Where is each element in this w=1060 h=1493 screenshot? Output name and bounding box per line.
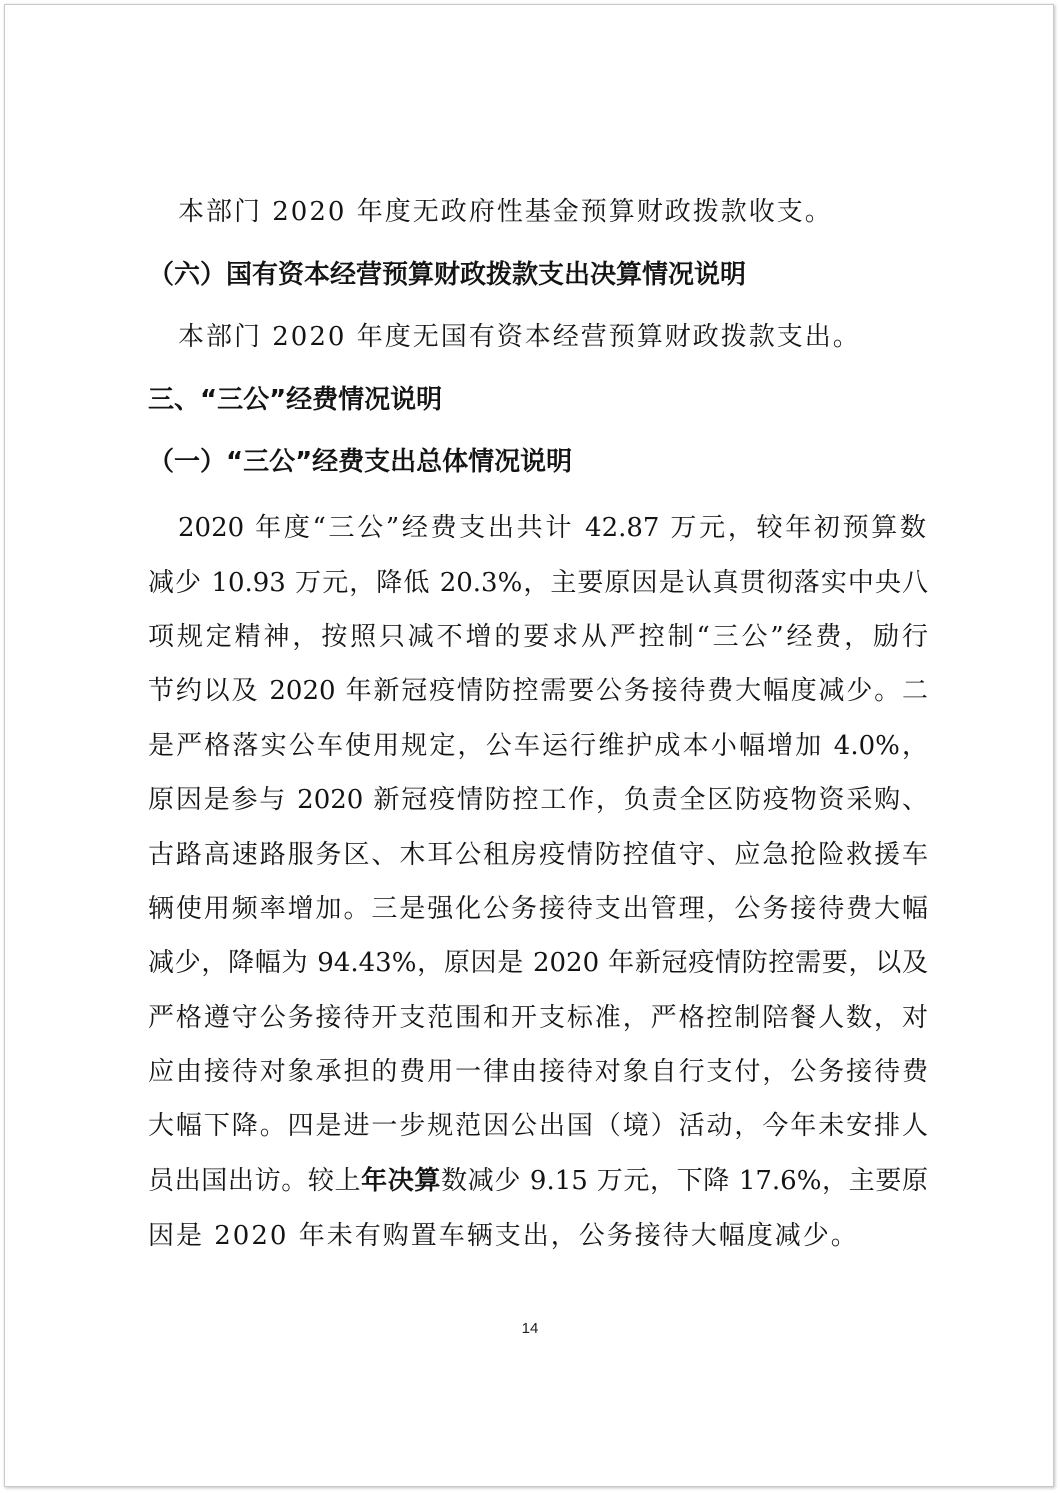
text-run: 数减少 9.15 万元，下降 17.6%，主要原 [441, 1166, 928, 1196]
paragraph-line: 因是 2020 年未有购置车辆支出，公务接待大幅度减少。 [148, 1221, 859, 1251]
paragraph-line: 本部门 2020 年度无国有资本经营预算财政拨款支出。 [178, 322, 861, 352]
subsection-heading: （一）“三公”经费支出总体情况说明 [148, 447, 573, 477]
section-heading: 三、“三公”经费情况说明 [148, 385, 443, 415]
paragraph-line: 辆使用频率增加。三是强化公务接待支出管理，公务接待费大幅 [148, 894, 928, 924]
paragraph-line: 减少，降幅为 94.43%，原因是 2020 年新冠疫情防控需要，以及 [148, 948, 928, 978]
paragraph-line: 古路高速路服务区、木耳公租房疫情防控值守、应急抢险救援车 [148, 840, 928, 870]
paragraph-line: 本部门 2020 年度无政府性基金预算财政拨款收支。 [178, 197, 833, 227]
paragraph-line: 应由接待对象承担的费用一律由接待对象自行支付，公务接待费 [148, 1057, 928, 1087]
paragraph-line: 减少 10.93 万元，降低 20.3%，主要原因是认真贯彻落实中央八 [148, 568, 928, 598]
section-heading: （六）国有资本经营预算财政拨款支出决算情况说明 [148, 260, 747, 290]
bold-text-run: 年决算 [361, 1166, 442, 1196]
text-run: 员出国出访。较上 [148, 1166, 362, 1196]
paragraph-line: 项规定精神，按照只减不增的要求从严控制“三公”经费，励行 [148, 622, 928, 652]
paragraph-line: 原因是参与 2020 新冠疫情防控工作，负责全区防疫物资采购、 [148, 785, 928, 815]
paragraph-line: 大幅下降。四是进一步规范因公出国（境）活动，今年未安排人 [148, 1111, 928, 1141]
paragraph-line: 严格遵守公务接待开支范围和开支标准，严格控制陪餐人数，对 [148, 1003, 928, 1033]
paragraph-line: 节约以及 2020 年新冠疫情防控需要公务接待费大幅度减少。二 [148, 676, 928, 706]
paragraph-line [148, 1164, 928, 1198]
page-number: 14 [521, 1320, 539, 1337]
paragraph-line: 是严格落实公车使用规定，公车运行维护成本小幅增加 4.0%， [148, 731, 928, 761]
paragraph-line: 2020 年度“三公”经费支出共计 42.87 万元，较年初预算数 [178, 513, 926, 543]
